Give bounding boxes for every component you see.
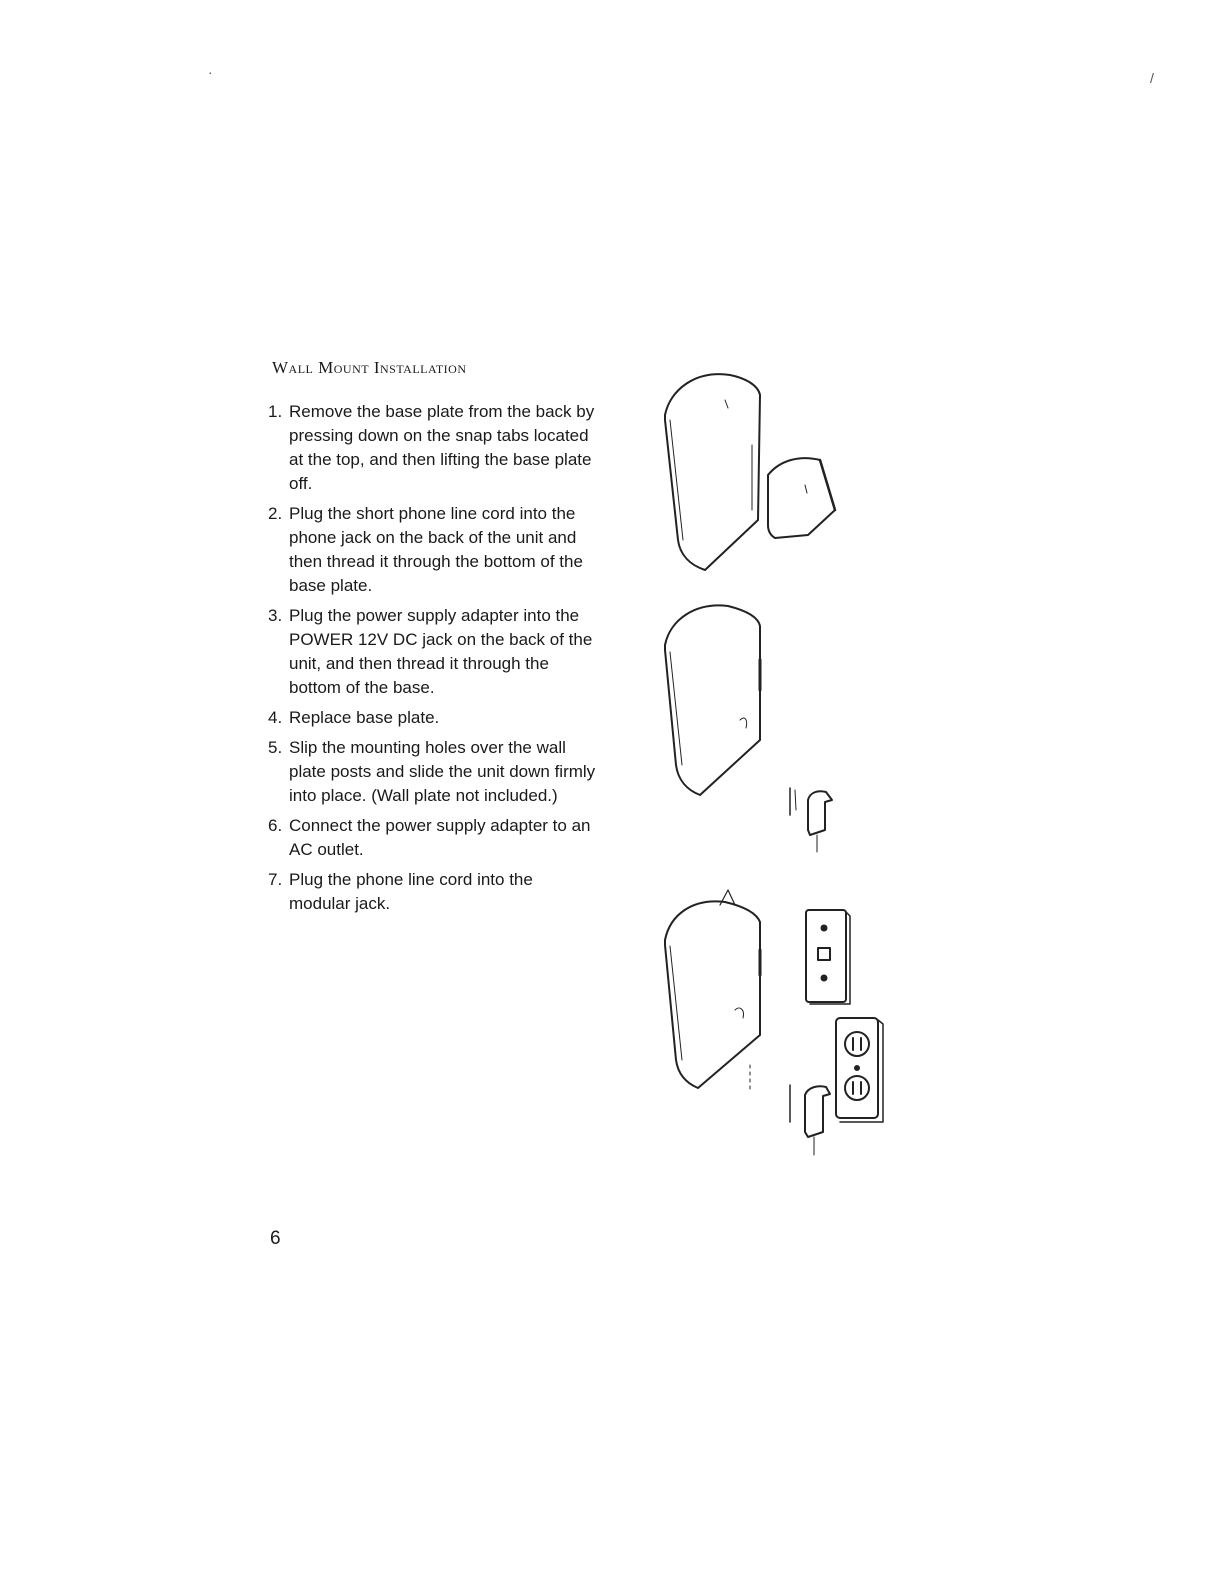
instruction-step: [268, 400, 598, 496]
scan-mark-top-left: ·: [208, 64, 213, 80]
step-text: Plug the short phone line cord into the phone jack on the back of the unit and then thread it through the bottom of the base plate.: [289, 504, 583, 595]
phone-unit-wall-jack-and-outlet-illustration: [665, 890, 883, 1155]
step-text: Replace base plate.: [289, 708, 440, 727]
step-number: 4.: [268, 708, 283, 727]
step-text: Remove the base plate from the back by pressing down on the snap tabs located at the top, and then lifting the base plate off.: [289, 402, 595, 493]
step-number: 5.: [268, 738, 283, 757]
scan-mark-top-right: /: [1150, 70, 1154, 86]
installation-illustrations: [640, 360, 900, 1160]
step-text: Plug the power supply adapter into the POWER 12V DC jack on the back of the unit, and then thread it through the bottom of the base.: [289, 606, 593, 697]
instruction-step: [268, 604, 598, 700]
phone-unit-with-base-plate-illustration: [665, 374, 835, 570]
instruction-list: [268, 400, 598, 922]
instruction-step: [268, 736, 598, 808]
instruction-step: [268, 502, 598, 598]
step-number: 6.: [268, 816, 283, 835]
step-number: 3.: [268, 606, 283, 625]
step-number: 2.: [268, 504, 283, 523]
step-number: 1.: [268, 402, 283, 421]
instruction-step: [268, 868, 598, 916]
page-number: 6: [270, 1228, 281, 1249]
step-text: Plug the phone line cord into the modular jack.: [289, 870, 533, 913]
section-heading: Wall Mount Installation: [272, 358, 467, 377]
instruction-step: [268, 814, 598, 862]
step-text: Connect the power supply adapter to an AC outlet.: [289, 816, 591, 859]
step-text: Slip the mounting holes over the wall plate posts and slide the unit down firmly into place. (Wall plate not included.): [289, 738, 596, 805]
instruction-step: [268, 706, 598, 730]
step-number: 7.: [268, 870, 283, 889]
phone-unit-with-power-adapter-illustration: [665, 605, 832, 852]
